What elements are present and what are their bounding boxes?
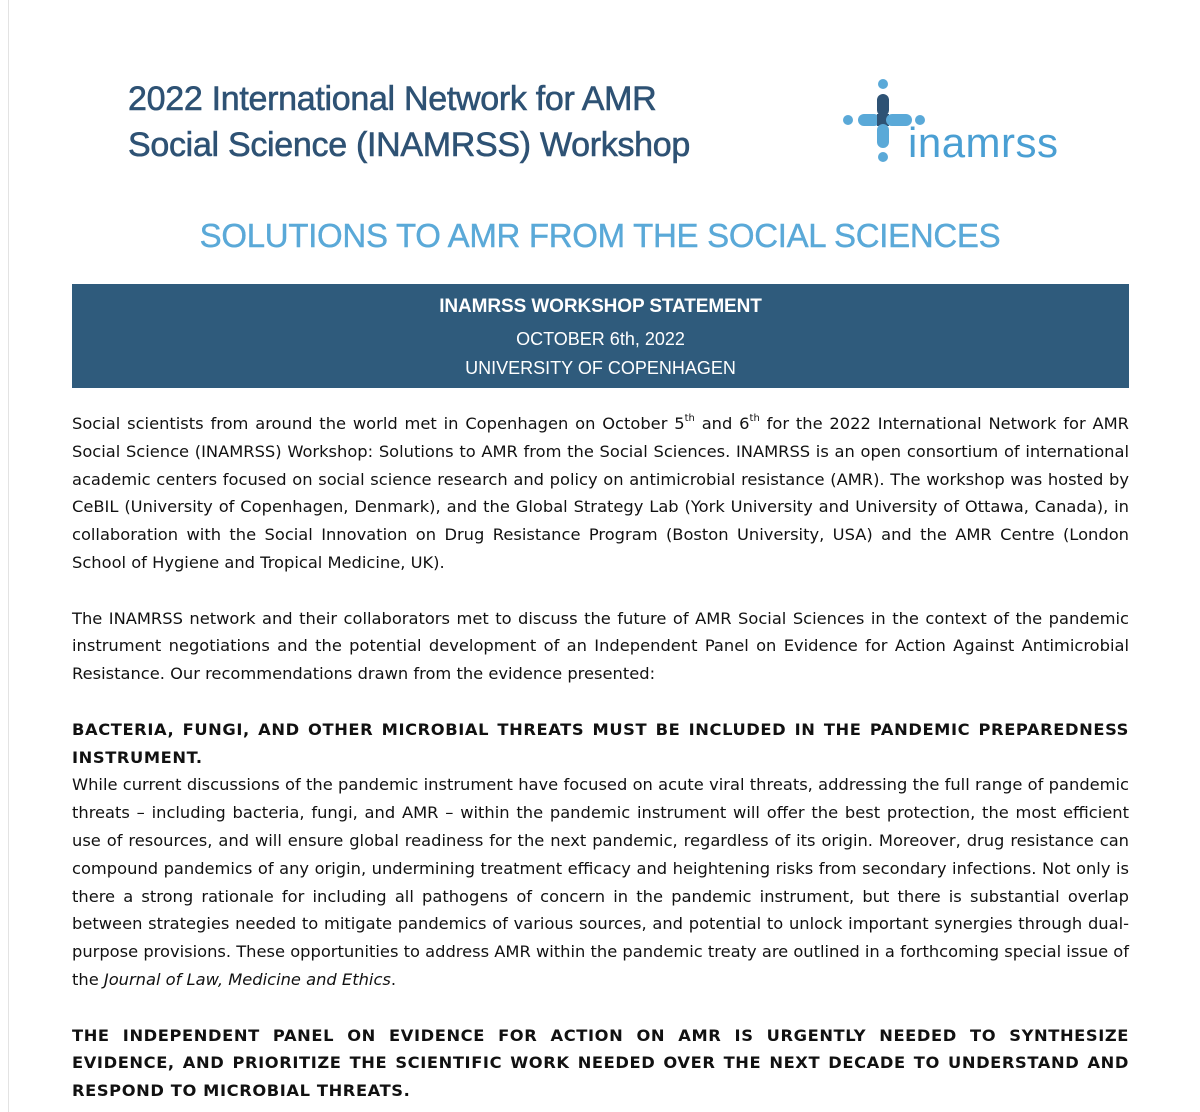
recommendation-1-text: While current discussions of the pandemic instrument have focused on acute viral threats, addressing the full range of pandemic threats – including bacteria, fungi, and AMR – within the pandemic instrument will offer the best protection, the most efficient use of resources, and will ensure global readiness for the next pandemic, regardless of its origin. Moreover, drug resistance can compound pandemics of any origin, undermining treatment efficacy and heightening risks from secondary infections. Not only is there a strong rationale for including all pathogens of concern in the pandemic instrument, but there is substantial overlap between strategies needed to mitigate pandemics of various sources, and potential to unlock important synergies through dual-purpose provisions. These opportunities to address AMR within the pandemic treaty are outlined in a forthcoming special issue of the [72,775,1129,989]
paragraph-intro [72,410,1129,577]
intro-text-end: for the 2022 International Network for AMR Social Science (INAMRSS) Workshop: Solutions to AMR from the Social Sciences. INAMRSS is an open consortium of international academic centers focused on social science research and policy on antimicrobial resistance (AMR). The workshop was hosted by CeBIL (University of Copenhagen, Denmark), and the Global Strategy Lab (York University and University of Ottawa, Canada), in collaboration with the Social Innovation on Drug Resistance Program (Boston University, USA) and the AMR Centre (London School of Hygiene and Tropical Medicine, UK). [72,414,1129,572]
intro-text-mid: and 6 [694,414,750,433]
logo-bar-vertical-bottom [877,124,889,148]
paragraph-context: The INAMRSS network and their collaborators met to discuss the future of AMR Social Sciences in the context of the pandemic instrument negotiations and the potential development of an Independent Panel on Evidence for Action Against Antimicrobial Resistance. Our recommendations drawn from the evidence presented: [72,608,1129,684]
logo-wordmark: inamrss [908,119,1059,166]
recommendation-heading-2: THE INDEPENDENT PANEL ON EVIDENCE FOR ACTION ON AMR IS URGENTLY NEEDED TO SYNTHESIZE EVIDENCE, AND PRIORITIZE THE SCIENTIFIC WORK NEEDED OVER THE NEXT DECADE TO UNDERSTAND AND RESPOND TO MICROBIAL THREATS. [72,1025,1129,1101]
intro-text-start: Social scientists from around the world met in Copenhagen on October 5 [72,414,685,433]
banner-title: INAMRSS WORKSHOP STATEMENT [439,296,762,317]
statement-banner [72,284,1129,388]
banner-date: OCTOBER 6th, 2022 [516,329,685,349]
logo-bar-vertical-top [877,94,889,116]
subtitle: SOLUTIONS TO AMR FROM THE SOCIAL SCIENCES [199,217,1001,254]
document-title [128,76,808,168]
ordinal-suffix-5th: th [684,412,695,424]
paragraph-recommendation-1 [72,771,1129,993]
logo-dot-top [878,79,888,89]
journal-title: Journal of Law, Medicine and Ethics [103,969,391,989]
banner-location: UNIVERSITY OF COPENHAGEN [465,358,736,378]
title-line-2: Social Science (INAMRSS) Workshop [128,126,690,164]
ordinal-suffix-6th: th [749,412,760,424]
page-edge-divider [8,0,9,1112]
logo-dot-left [843,115,853,125]
recommendation-heading-1: BACTERIA, FUNGI, AND OTHER MICROBIAL THREATS MUST BE INCLUDED IN THE PANDEMIC PREPAREDNESS INSTRUMENT. [72,719,1129,767]
statement-body [72,410,1129,1105]
logo-dot-bottom [878,152,888,162]
title-line-1: 2022 International Network for AMR [128,80,657,118]
logo-bar-horizontal-left [858,114,880,126]
recommendation-1-end: . [390,969,397,989]
